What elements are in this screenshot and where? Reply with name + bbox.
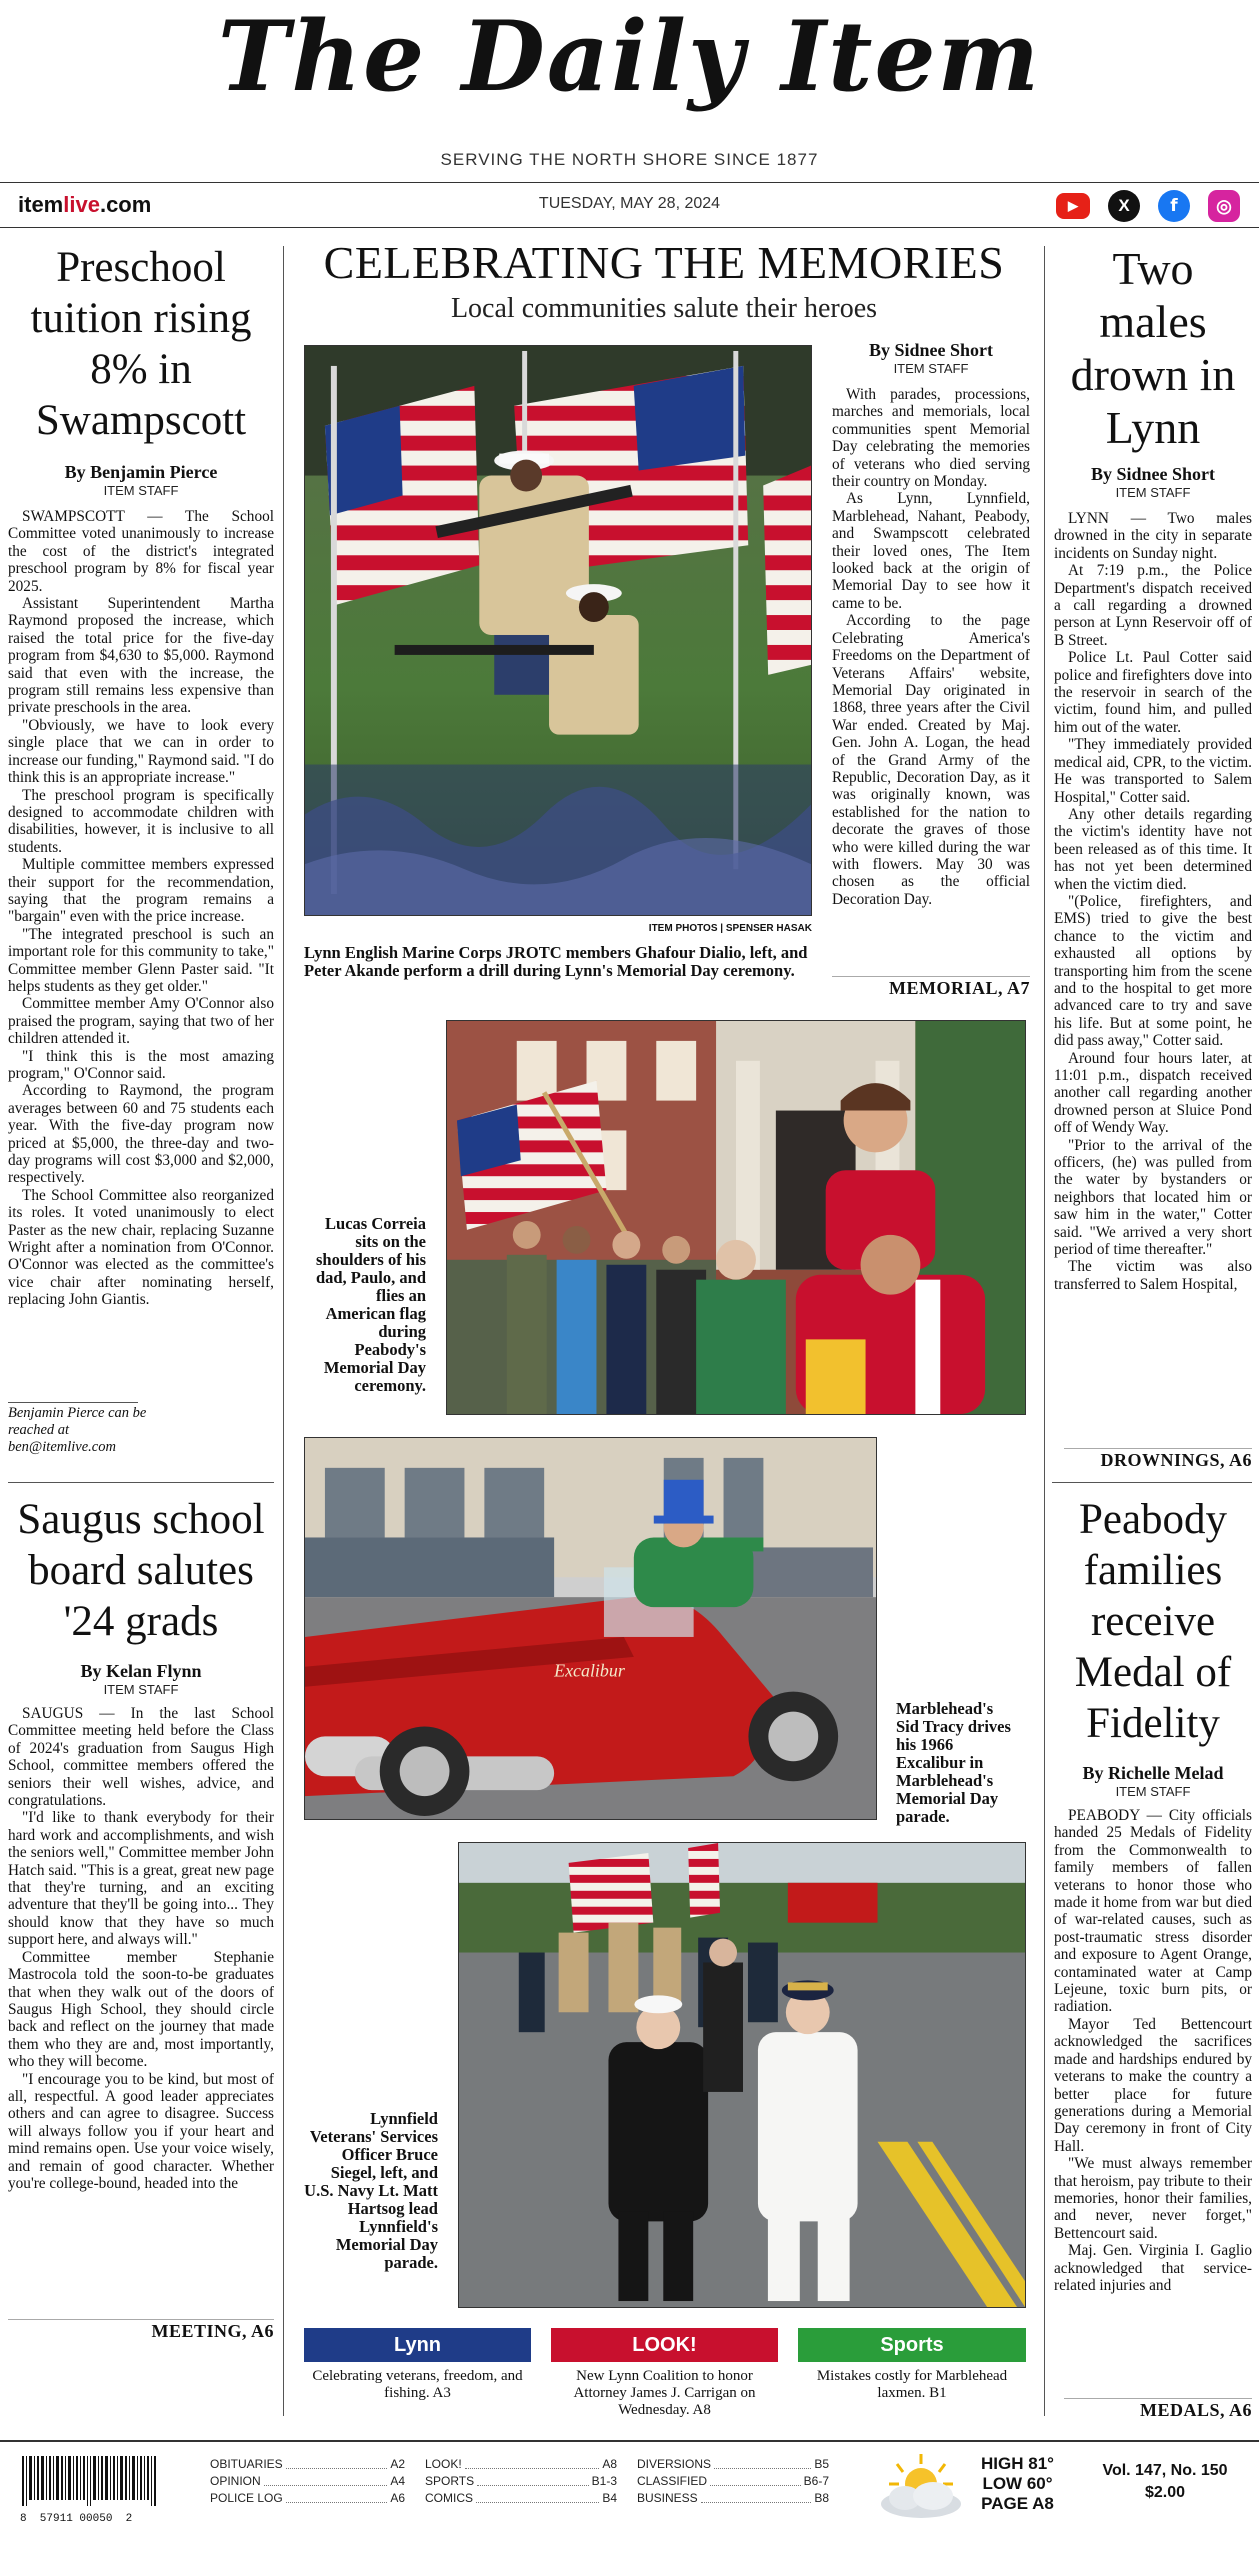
- jump-line[interactable]: MEMORIAL, A7: [832, 976, 1030, 999]
- teaser-sports[interactable]: [798, 2328, 1026, 2402]
- lead-story: [292, 237, 1036, 324]
- weather-forecast: [975, 2454, 1060, 2514]
- paragraph: SWAMPSCOTT — The School Committee voted unanimously to increase the cost of the district's integrated preschool program by 8% for fiscal year 2025.: [8, 508, 274, 595]
- paragraph: Maj. Gen. Virginia I. Gaglio acknowledged that service-related injuries and: [1054, 2242, 1252, 2294]
- paragraph: The preschool program is specifically designed to accommodate children with disabilities, however, it is inclusive to all students.: [8, 786, 274, 856]
- section-rule: [8, 1482, 274, 1483]
- paragraph: As Lynn, Lynnfield, Marblehead, Nahant, Peabody, and Swampscott celebrated their loved ones, The Item looked back at the origin of Memorial Day to see how it came to be.: [832, 490, 1030, 612]
- index-column: [425, 2456, 617, 2507]
- teaser-label: Sports: [798, 2328, 1026, 2362]
- paragraph: Multiple committee members expressed their support for the recommendation, saying that the program remains a "bargain" even with the price increase.: [8, 856, 274, 926]
- photo-caption: Lynnfield Veterans' Services Officer Bruce Siegel, left, and U.S. Navy Lt. Matt Hartsog lead Lynnfield's Memorial Day parade.: [304, 2109, 438, 2272]
- staff-label: ITEM STAFF: [1115, 1784, 1191, 1799]
- paragraph: "The integrated preschool is such an important role for this community to take," Committee member Glenn Paster said. "It helps students as they get older.": [8, 925, 274, 995]
- lead-headline[interactable]: CELEBRATING THE MEMORIES: [323, 237, 1005, 288]
- byline: By Kelan Flynn: [80, 1661, 202, 1681]
- staff-label: ITEM STAFF: [103, 1682, 179, 1697]
- barcode: [20, 2456, 170, 2525]
- index-entry[interactable]: BUSINESS B8: [637, 2491, 829, 2505]
- index-column: [210, 2456, 405, 2507]
- lead-subhead: Local communities salute their heroes: [450, 292, 878, 324]
- paragraph: According to Raymond, the program averages between 60 and 75 students each year. With the five-day program now priced at $5,000, the three-day and two-day programs will cost $3,000 and $2,000, respectively.: [8, 1082, 274, 1187]
- site-url-part: item: [18, 192, 64, 217]
- issue-date: TUESDAY, MAY 28, 2024: [538, 195, 721, 212]
- teaser-text: New Lynn Coalition to honor Attorney James J. Carrigan on Wednesday. A8: [573, 2368, 756, 2418]
- story-medals: [1054, 1494, 1252, 2383]
- photo-shoulders: [446, 1020, 1026, 1415]
- paragraph: "I encourage you to be kind, but most of all, respectful. A good leader appreciates others and can agree to disagree. Success will always follow you if your heart and mind remains open. Use your voice wisely, and remain of good character. Whether you're college-bound, headed into the: [8, 2070, 274, 2192]
- paragraph: At 7:19 p.m., the Police Department's dispatch received a call regarding a drowned person at Lynn Reservoir off of B Street.: [1054, 562, 1252, 649]
- index-entry[interactable]: OBITUARIES A2: [210, 2457, 405, 2471]
- index-entry[interactable]: LOOK! A8: [425, 2457, 617, 2471]
- byline: By Sidnee Short: [1090, 464, 1216, 484]
- teaser-label: Lynn: [304, 2328, 531, 2362]
- paragraph: Assistant Superintendent Martha Raymond proposed the increase, which raised the total price for the five-day program from $4,630 to $5,000. Raymond said that even with the increase, the program still remains less expensive than private preschools in the area.: [8, 595, 274, 717]
- weather-low: LOW 60°: [982, 2474, 1053, 2493]
- byline: By Sidnee Short: [868, 340, 994, 360]
- facebook-icon[interactable]: f: [1158, 190, 1190, 222]
- x-icon[interactable]: X: [1108, 190, 1140, 222]
- teaser-label: LOOK!: [551, 2328, 778, 2362]
- weather-high: HIGH 81°: [981, 2454, 1054, 2473]
- index-entry[interactable]: COMICS B4: [425, 2491, 617, 2505]
- article-body: [832, 386, 1030, 972]
- article-body: [8, 508, 274, 1398]
- site-url-part: live: [63, 192, 100, 217]
- price: $2.00: [1144, 2484, 1186, 2501]
- paragraph: SAUGUS — In the last School Committee meeting held before the Class of 2024's graduation from Saugus High School, committee members offered the seniors their well wishes, advice, and congratulations.: [8, 1705, 274, 1810]
- paragraph: Committee member Amy O'Connor also praised the program, saying that two of her children attended it.: [8, 995, 274, 1048]
- paragraph: "I'd like to thank everybody for their hard work and accomplishments, and wish the seniors well," Committee member John Hatch said. "This is a great, great new page that they're turning, and an exciting adventure that they'll be going into... They should know that they have so much support here, and always will.": [8, 1809, 274, 1949]
- footer: [0, 2440, 1259, 2560]
- paragraph: The victim was also transferred to Salem Hospital,: [1054, 1258, 1252, 1293]
- site-url-part: .com: [99, 192, 152, 217]
- headline[interactable]: Preschool tuition rising 8% in Swampscott: [30, 244, 252, 444]
- barcode-number: 8 57911 00050 2: [20, 2513, 133, 2525]
- column-rule: [1044, 246, 1045, 2416]
- photo-excalibur: [304, 1437, 877, 1820]
- teaser-look[interactable]: [551, 2328, 778, 2419]
- paragraph: Around four hours later, at 11:01 p.m., dispatch received another call regarding another drowned person at Sluice Pond off of Wendy Way.: [1054, 1049, 1252, 1137]
- youtube-icon[interactable]: ▶: [1056, 193, 1090, 219]
- paragraph: PEABODY — City officials handed 25 Medals of Fidelity from the Commonwealth to family members of fallen veterans to honor those who made it home from war but died of war-related causes, such as post-traumatic stress disorder and exposure to Agent Orange, contaminated water at Camp Lejeune, toxic burn pits, or radiation.: [1054, 1807, 1252, 2016]
- index-column: [637, 2456, 829, 2507]
- index-entry[interactable]: SPORTS B1-3: [425, 2474, 617, 2488]
- paragraph: Police Lt. Paul Cotter said police and firefighters dove into the reservoir in search of the victim, found him, and pulled him out of the water.: [1054, 649, 1252, 736]
- headline[interactable]: Peabody families receive Medal of Fidelity: [1074, 1496, 1232, 1747]
- issue-info: [1090, 2460, 1240, 2504]
- paragraph: "Obviously, we have to look every single place that we can in order to increase our funding," Raymond said. "I do think this is an appropriate increase.": [8, 716, 274, 787]
- paragraph: According to the page Celebrating America's Freedoms on the Department of Veterans Affairs' website, Memorial Day originated in 1868, three years after the Civil War ended. Created by Maj. Gen. John A. Logan, the head of the Grand Army of the Republic, Decoration Day, as it was originally known, was established for the nation to decorate the graves of those who were killed during the war with flowers. May 30 was chosen as the official Decoration Day.: [832, 612, 1030, 908]
- weather-page[interactable]: PAGE A8: [981, 2494, 1054, 2513]
- section-rule: [1052, 1482, 1252, 1483]
- top-bar: [0, 182, 1259, 228]
- masthead: [0, 0, 1259, 178]
- byline: By Richelle Melad: [1082, 1763, 1224, 1783]
- article-body: [1054, 510, 1252, 1432]
- staff-label: ITEM STAFF: [893, 361, 969, 376]
- photo-credit: ITEM PHOTOS | SPENSER HASAK: [648, 923, 812, 934]
- paragraph: "I think this is the most amazing program," O'Connor said.: [8, 1047, 274, 1082]
- story-drownings: [1054, 242, 1252, 1432]
- paragraph: "Prior to the arrival of the officers, (he) was pulled from the water by bystanders or neighbors that located him or saw him in the water," Cotter said. "We arrived a very short period of time thereafter.": [1054, 1136, 1252, 1259]
- column-rule: [283, 246, 284, 2416]
- article-body: [1054, 1807, 1252, 2383]
- paragraph: "We must always remember that heroism, pay tribute to their memories, honor their families, and never, never forget," Bettencourt said.: [1054, 2155, 1252, 2242]
- paragraph: Mayor Ted Bettencourt acknowledged the sacrifices made and hardships endured by veterans to make the country a better place for future generations during a Memorial Day ceremony in front of City Hall.: [1054, 2015, 1252, 2155]
- jump-line[interactable]: MEETING, A6: [8, 2319, 274, 2342]
- paragraph: Committee member Stephanie Mastrocola told the soon-to-be graduates that when they walk out of the doors of Saugus High School, they should circle back and reflect on the journey that made them who they are and, most importantly, who they will become.: [8, 1948, 274, 2071]
- headline[interactable]: Saugus school board salutes '24 grads: [17, 1496, 265, 1645]
- instagram-icon[interactable]: ◎: [1208, 190, 1240, 222]
- teaser-text: Celebrating veterans, freedom, and fishing. A3: [312, 2368, 523, 2401]
- photo-caption: Lucas Correia sits on the shoulders of his dad, Paulo, and flies an American flag during Peabody's Memorial Day ceremony.: [315, 1214, 426, 1395]
- teaser-lynn[interactable]: [304, 2328, 531, 2402]
- photo-parade: [458, 1842, 1026, 2308]
- article-body: [8, 1705, 274, 2317]
- jump-line[interactable]: MEDALS, A6: [1064, 2398, 1252, 2421]
- newspaper-title: The Daily Item: [217, 0, 1042, 113]
- staff-label: ITEM STAFF: [1115, 485, 1191, 500]
- lead-article: [832, 340, 1030, 999]
- staff-label: ITEM STAFF: [103, 483, 179, 498]
- paragraph: Any other details regarding the victim's identity have not been released as of this time. It has not yet been determined when the victim died.: [1054, 805, 1252, 893]
- headline[interactable]: Two males drown in Lynn: [1070, 243, 1236, 453]
- photo-jrotc: [304, 345, 812, 916]
- author-contact: Benjamin Pierce can be reached at ben@itemlive.com: [8, 1405, 147, 1455]
- photo-caption: Lynn English Marine Corps JROTC members Ghafour Dialio, left, and Peter Akande perform a drill during Lynn's Memorial Day ceremony.: [304, 943, 808, 980]
- jump-line[interactable]: DROWNINGS, A6: [1064, 1448, 1252, 1471]
- paragraph: "(Police, firefighters, and EMS) tried to give the best chance to the victim and exhausted all options by transporting him from the scene and to the hospital to get more advanced care to try and save his life. But at some point, he did pass away," Cotter said.: [1054, 892, 1252, 1050]
- paragraph: LYNN — Two males drowned in the city in separate incidents on Sunday night.: [1054, 510, 1252, 562]
- story-preschool: [8, 242, 274, 1456]
- story-saugus: [8, 1494, 274, 2342]
- paragraph: The School Committee also reorganized its roles. It voted unanimously to elect Paster as the new chair, replacing Suzanne Wright after a nomination from O'Connor. O'Connor was elected as the committee's vice chair after nominating herself, replacing John Giantis.: [8, 1186, 274, 1309]
- photo-caption: Marblehead's Sid Tracy drives his 1966 Excalibur in Marblehead's Memorial Day parade.: [896, 1699, 1011, 1826]
- index-entry[interactable]: DIVERSIONS B5: [637, 2457, 829, 2471]
- index-entry[interactable]: CLASSIFIED B6-7: [637, 2474, 829, 2488]
- partly-sunny-icon: [875, 2452, 967, 2520]
- paragraph: "They immediately provided medical aid, CPR, to the victim. He was transported to Salem Hospital," Cotter said.: [1054, 736, 1252, 806]
- volume-number: Vol. 147, No. 150: [1102, 2462, 1228, 2479]
- byline: By Benjamin Pierce: [64, 462, 218, 482]
- index-entry[interactable]: POLICE LOG A6: [210, 2491, 405, 2505]
- teaser-text: Mistakes costly for Marblehead laxmen. B1: [816, 2368, 1008, 2401]
- masthead-slogan: SERVING THE NORTH SHORE SINCE 1877: [440, 150, 819, 169]
- index-entry[interactable]: OPINION A4: [210, 2474, 405, 2488]
- car-badge-text: Excalibur: [554, 1660, 625, 1681]
- paragraph: With parades, processions, marches and memorials, local communities spent Memorial Day celebrating the memories of veterans who died serving their country on Monday.: [832, 386, 1030, 491]
